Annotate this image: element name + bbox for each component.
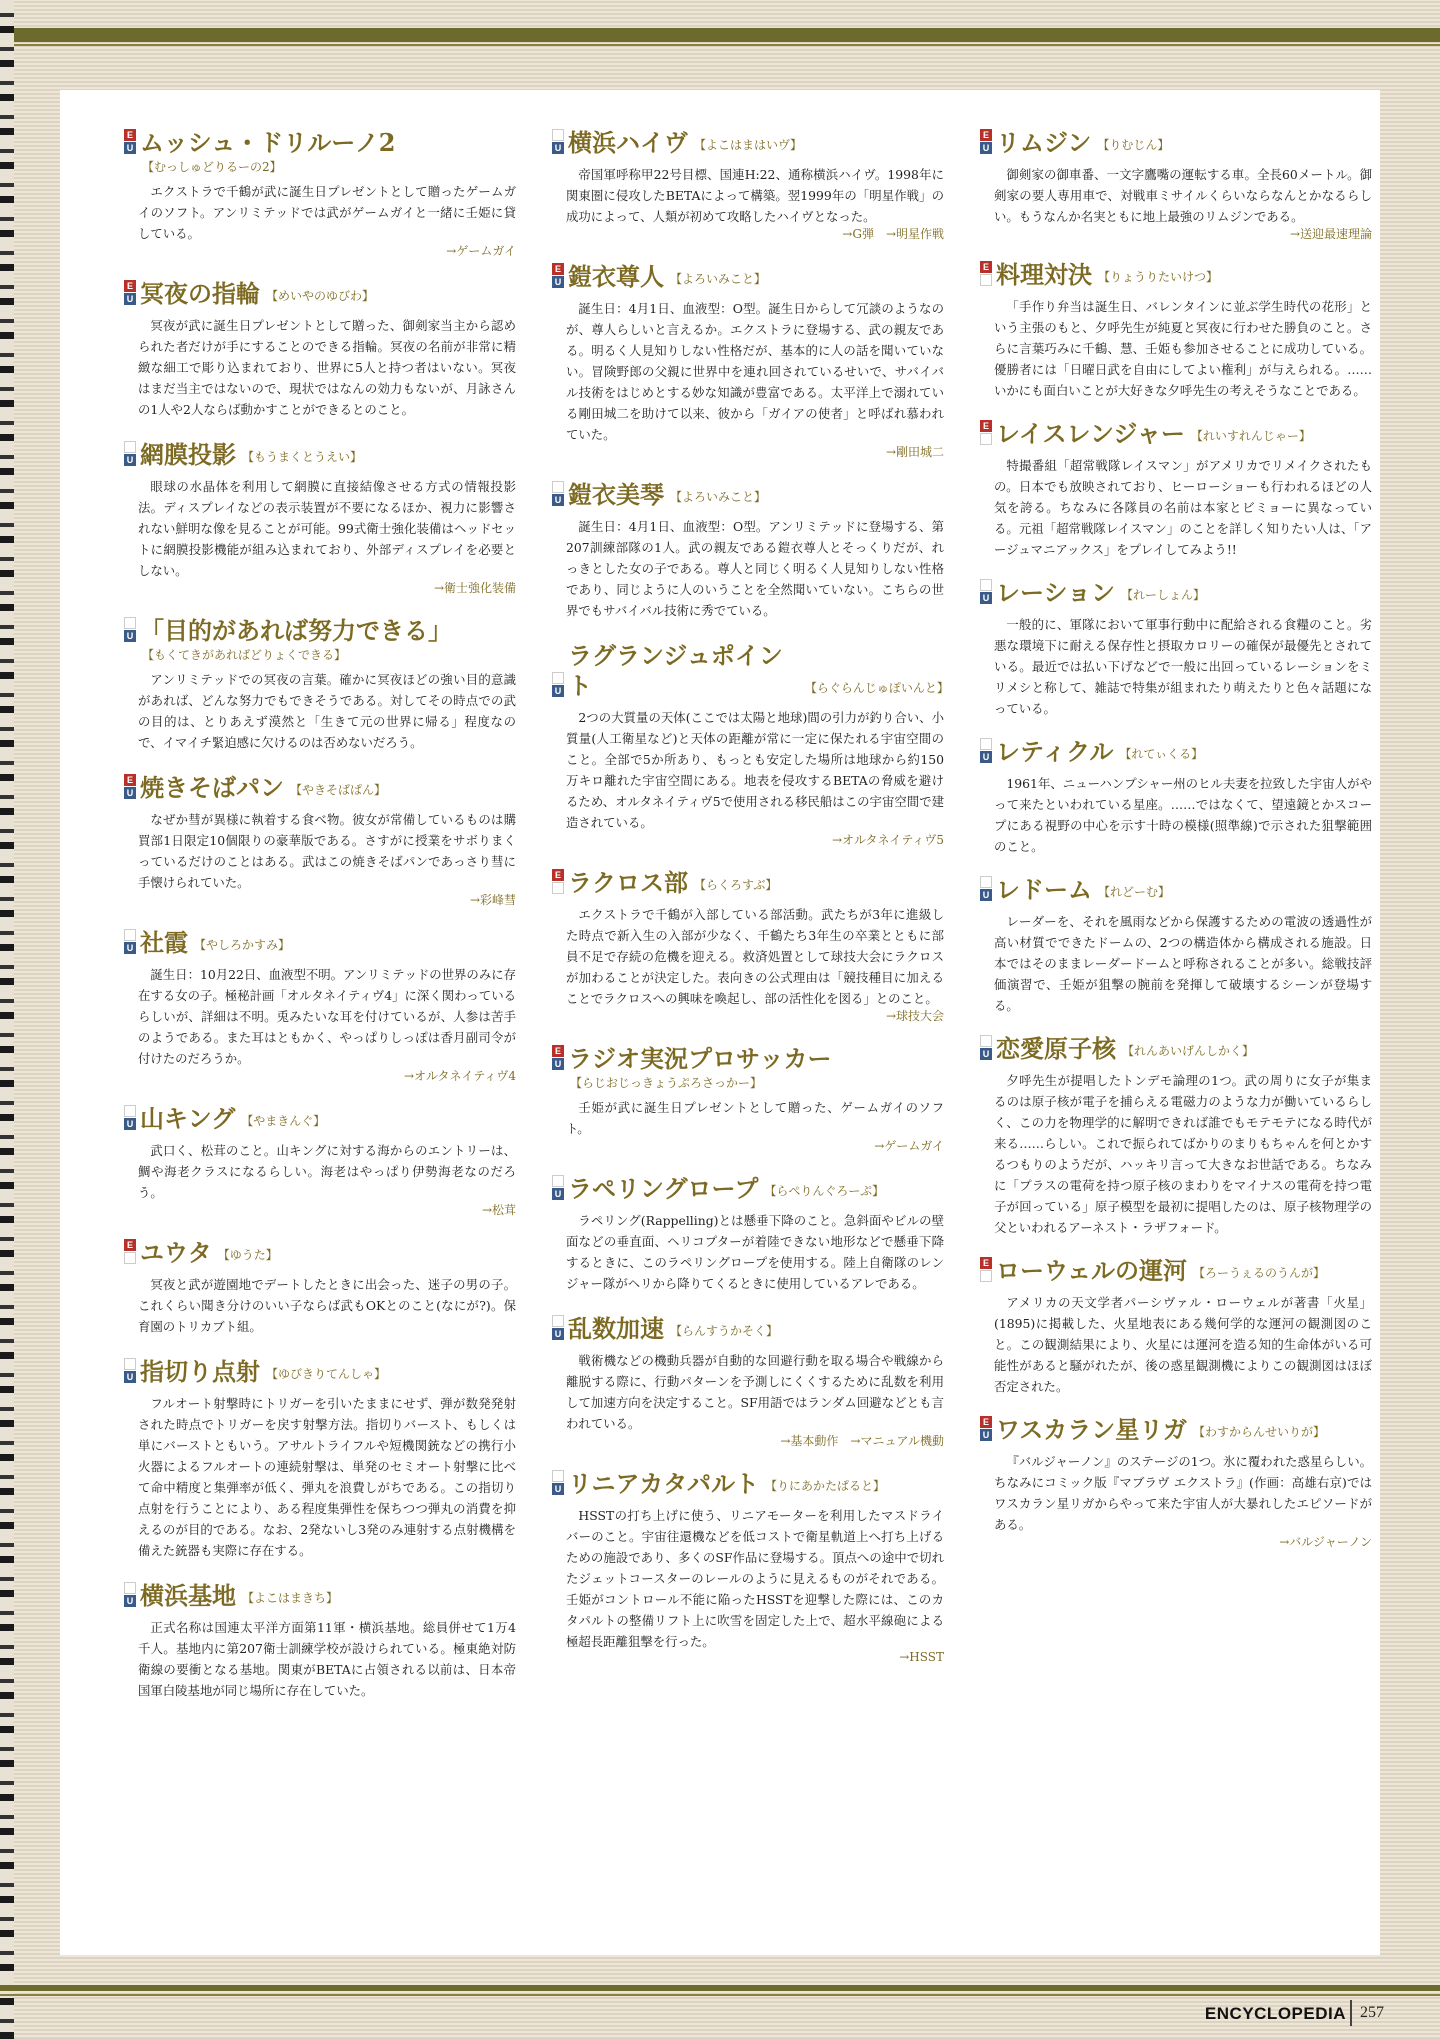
version-badge-icon: E: [980, 420, 992, 446]
entry-cross-reference: →松茸: [481, 1203, 516, 1217]
entry-cross-reference: →HSST: [899, 1650, 944, 1664]
entry-cross-reference: →オルタネイティヴ5: [831, 833, 944, 847]
entry-body: ラペリング(Rappelling)とは懸垂下降のこと。急斜面やビルの壁面などの垂直面、ヘリコプターが着陸できない地形などで懸垂下降するときに、このラペリングロープを使用する。陸上自衛隊のレンジャー隊がヘリから降りてくるときに使用しているアレである。: [566, 1213, 944, 1291]
entry-title: ユウタ: [140, 1238, 212, 1267]
entry-body: エクストラで千鶴が武に誕生日プレゼントとして贈ったゲームガイのソフト。アンリミテッドでは武がゲームガイと一緒に壬姫に貸している。: [138, 184, 516, 241]
entry-reading: 【りむじん】: [1097, 138, 1170, 152]
entry-reading: 【れてぃくる】: [1119, 747, 1204, 761]
column-2: [552, 128, 949, 1684]
column-3: [980, 128, 1372, 1568]
entry-body: 正式名称は国連太平洋方面第11軍・横浜基地。総員併せて1万4千人。基地内に第207衛士訓練学校が設けられている。極東絶対防衛線の要衝となる基地。関東がBETAに占領される以前は、日本帝国軍白陵基地が同じ場所に存在していた。: [138, 1620, 516, 1698]
encyclopedia-entry: [980, 875, 1372, 1016]
entry-reading: 【わすからんせいりが】: [1193, 1425, 1326, 1439]
entry-header: [980, 737, 1372, 767]
entry-reading: 【むっしゅどりるーの2】: [142, 160, 282, 174]
version-badge-icon: U: [124, 929, 136, 955]
entry-body: 戦術機などの機動兵器が自動的な回避行動を取る場合や戦線から離脱する際に、行動パターンを予測しにくくするために乱数を利用して加速方向を決定すること。SF用語ではランダム回避などとも言われている。: [566, 1353, 944, 1431]
entry-reading: 【やきそばぱん】: [290, 783, 387, 797]
version-badge-icon: E U: [124, 129, 136, 155]
encyclopedia-entry: [552, 128, 944, 242]
entry-reading: 【よろいみこと】: [670, 490, 767, 504]
entry-reading: 【やしろかすみ】: [194, 938, 291, 952]
entry-body: 特撮番組「超常戦隊レイスマン」がアメリカでリメイクされたもの。日本でも放映されており、ヒーローショーも行われるほどの人気を誇る。ちなみに各隊員の名前は本家とビミョーに異なっている。元祖「超常戦隊レイスマン」のことを詳しく知りたい人は、「アージュマニアックス」をプレイしてみよう!!: [994, 458, 1372, 557]
entry-header: [552, 1314, 944, 1344]
version-badge-icon: U: [980, 1035, 992, 1061]
entry-body: 2つの大質量の天体(ここでは太陽と地球)間の引力が釣り合い、小質量(人工衛星など)と天体の距離が常に一定に保たれる宇宙空間のこと。全部で5か所あり、もっとも安定した場所は地球から約150万キロ離れた宇宙空間にある。地表を侵攻するBETAの脅威を避けるため、オルタネイティヴ5で使用される移民船はこの宇宙空間で建造されている。: [566, 710, 944, 830]
entry-header: [552, 1174, 944, 1204]
encyclopedia-entry: [552, 480, 944, 621]
entry-header: [124, 279, 516, 309]
footer-separator: [1350, 2000, 1352, 2026]
entry-reading: 【もくてきがあればどりょくできる】: [142, 648, 347, 662]
encyclopedia-entry: [980, 260, 1372, 401]
version-badge-icon: U: [124, 617, 136, 643]
entry-title: 社霞: [140, 928, 188, 957]
entry-body: 「手作り弁当は誕生日、バレンタインに並ぶ学生時代の花形」という主張のもと、夕呼先生が純夏と冥夜に行わせた勝負のこと。さらに言葉巧みに千鶴、慧、壬姫も参加させることに成功している。優勝者には「日曜日武を自由にしてよい権利」が与えられる。……いかにも面白いことが大好きな夕呼先生の考えそうなことである。: [994, 299, 1372, 398]
entry-body: 冥夜と武が遊園地でデートしたときに出会った、迷子の男の子。これくらい聞き分けのいい子ならば武もOKとのこと(なにが?)。保育園のトリカブト組。: [138, 1277, 516, 1334]
entry-header: [124, 773, 516, 803]
entry-cross-reference: →ゲームガイ: [446, 244, 516, 258]
entry-title: 乱数加速: [568, 1314, 664, 1343]
version-badge-icon: U: [552, 672, 564, 698]
entry-reading: 【めいやのゆびわ】: [266, 289, 375, 303]
entry-cross-reference: →送迎最速理論: [1289, 227, 1372, 241]
encyclopedia-entry: [980, 1256, 1372, 1397]
encyclopedia-entry: [124, 616, 516, 753]
encyclopedia-entry: [980, 1034, 1372, 1238]
version-badge-icon: U: [124, 1105, 136, 1131]
entry-title: 鎧衣美琴: [568, 480, 664, 509]
version-badge-icon: U: [124, 441, 136, 467]
entry-cross-reference: →バルジャーノン: [1279, 1535, 1372, 1549]
entry-reading: 【ゆびきりてんしゃ】: [266, 1367, 387, 1381]
version-badge-icon: U: [552, 129, 564, 155]
entry-cross-reference: →基本動作 →マニュアル機動: [780, 1434, 944, 1448]
entry-title: レティクル: [996, 737, 1114, 766]
entry-title: 恋愛原子核: [996, 1034, 1116, 1063]
entry-reading: 【れんあいげんしかく】: [1122, 1044, 1255, 1058]
entry-body: HSSTの打ち上げに使う、リニアモーターを利用したマスドライバーのこと。宇宙往還機などを低コストで衛星軌道上へ打ち上げるための施設であり、多くのSF作品に登場する。頂点への途中で切れたジェットコースターのレールのように見えるものがそれである。壬姫がコントロール不能に陥ったHSSTを迎撃した際には、このカタパルトの整備リフト上に吹雪を固定した上で、超水平線砲による極超長距離狙撃を行った。: [566, 1508, 944, 1649]
encyclopedia-entry: [124, 128, 516, 259]
version-badge-icon: U: [980, 876, 992, 902]
entry-header: [552, 868, 944, 898]
entry-reading: 【らんすうかそく】: [670, 1324, 779, 1338]
encyclopedia-entry: [552, 1174, 944, 1294]
entry-title: ラグランジュポイント: [568, 641, 783, 700]
entry-reading: 【よろいみこと】: [670, 272, 767, 286]
version-badge-icon: E: [124, 1239, 136, 1265]
entry-title: レーション: [996, 578, 1116, 607]
entry-body: レーダーを、それを風雨などから保護するための電波の透過性が高い材質でできたドームの、2つの構造体から構成される施設。日本ではそのままレーダードームと呼称されることが多い。総戦技評価演習で、壬姫が狙撃の腕前を発揮して破壊するシーンが登場する。: [994, 914, 1372, 1013]
top-border-line: [0, 44, 1440, 46]
footer-title: ENCYCLOPEDIA: [1204, 2004, 1346, 2023]
version-badge-icon: E U: [124, 774, 136, 800]
entry-cross-reference: →球技大会: [885, 1009, 944, 1023]
entry-cross-reference: →剛田城二: [885, 445, 944, 459]
entry-header: [552, 480, 944, 510]
column-1: [124, 128, 516, 1721]
entry-title: ワスカラン星リガ: [996, 1415, 1188, 1444]
entry-reading: 【ろーうぇるのうんが】: [1193, 1266, 1326, 1280]
entry-body: 『バルジャーノン』のステージの1つ。氷に覆われた惑星らしい。ちなみにコミック版『マブラヴ エクストラ』(作画：高雄右京)ではワスカラン星リガからやって来た宇宙人が大暴れしたエピソードがある。: [994, 1454, 1372, 1532]
entry-title: 焼きそばパン: [140, 773, 284, 802]
entry-body: 冥夜が武に誕生日プレゼントとして贈った、御剣家当主から認められた者だけが手にすることのできる指輪。冥夜の名前が非常に精緻な細工で彫り込まれており、世界に5人と持つ者はいない。冥夜はまだ当主ではないので、現状ではなんの効力もないが、月詠さんの1人や2人ならば動かすことができるとのこと。: [138, 318, 516, 417]
entry-title: 鎧衣尊人: [568, 262, 664, 291]
encyclopedia-entry: [552, 262, 944, 460]
version-badge-icon: E U: [552, 263, 564, 289]
entry-title: ムッシュ・ドリルーノ2: [140, 128, 396, 157]
encyclopedia-entry: [980, 128, 1372, 242]
entry-title: 横浜基地: [140, 1581, 236, 1610]
version-badge-icon: E: [552, 869, 564, 895]
encyclopedia-entry: [552, 1469, 944, 1664]
entry-title: リムジン: [996, 128, 1092, 157]
encyclopedia-entry: [552, 1044, 944, 1154]
encyclopedia-entry: [124, 928, 516, 1084]
bottom-border-bar: [0, 1985, 1440, 1991]
encyclopedia-entry: [124, 773, 516, 908]
entry-title: ラジオ実況プロサッカー: [568, 1044, 832, 1073]
entry-body: 誕生日：4月1日、血液型：O型。誕生日からして冗談のようなのが、尊人らしいと言えるか。エクストラに登場する、武の親友である。明るく人見知りしない性格だが、基本的に人の話を聞いていない。冒険野郎の父親に世界中を連れ回されているせいで、サバイバル技術をはじめとする妙な知識が豊富である。太平洋上で溺れている剛田城二を助けて以来、彼から「ガイアの使者」と呼ばれ慕われていた。: [566, 301, 944, 442]
entry-header: [980, 1256, 1372, 1286]
entry-body: アメリカの天文学者パーシヴァル・ローウェルが著書「火星」(1895)に掲載した、火星地表にある幾何学的な運河の観測図のこと。この観測結果により、火星には運河を造る知的生命体がいる可能性があると騒がれたが、後の惑星観測機によりこの観測図はほぼ否定された。: [994, 1295, 1372, 1394]
entry-body: 帝国軍呼称甲22号目標、国連H:22、通称横浜ハイヴ。1998年に関東圏に侵攻したBETAによって構築。翌1999年の「明星作戦」の成功によって、人類が初めて攻略したハイヴとなった。: [566, 167, 944, 224]
encyclopedia-entry: [124, 1581, 516, 1701]
entry-title: ラペリングロープ: [568, 1174, 759, 1203]
entry-title: 山キング: [140, 1104, 236, 1133]
entry-header: [980, 1415, 1372, 1445]
encyclopedia-entry: [552, 868, 944, 1024]
encyclopedia-entry: [124, 1238, 516, 1337]
version-badge-icon: E: [980, 261, 992, 287]
version-badge-icon: U: [124, 1358, 136, 1384]
entry-reading: 【りょうりたいけつ】: [1098, 270, 1219, 284]
entry-body: 一般的に、軍隊において軍事行動中に配給される食糧のこと。劣悪な環境下に耐える保存性と摂取カロリーの確保が最優先とされている。最近では払い下げなどで一般に出回っているレーションをミリメシと称して、雑誌で特集が組まれたり萌えたりと色々話題になっている。: [994, 617, 1372, 716]
entry-cross-reference: →彩峰彗: [469, 893, 516, 907]
entry-header: [552, 641, 949, 701]
version-badge-icon: U: [552, 1470, 564, 1496]
entry-title: 料理対決: [996, 260, 1092, 289]
entry-reading: 【れいすれんじゃー】: [1190, 429, 1311, 443]
entry-header: [124, 440, 516, 470]
entry-reading: 【らぺりんぐろーぷ】: [764, 1184, 885, 1198]
encyclopedia-entry: [124, 440, 516, 596]
entry-cross-reference: →G弾 →明星作戦: [842, 227, 944, 241]
entry-reading: 【よこはまきち】: [242, 1591, 339, 1605]
entry-body: 1961年、ニューハンプシャー州のヒル夫妻を拉致した宇宙人がやって来たといわれている星座。……ではなくて、望遠鏡とかスコープにある視野の中心を示す十時の模様(照準線)で示された狙撃範囲のこと。: [994, 776, 1372, 854]
entry-body: アンリミテッドでの冥夜の言葉。確かに冥夜ほどの強い目的意識があれば、どんな努力でもできそうである。対してその時点での武の目的は、とりあえず漠然と「生きて元の世界に帰る」程度なので、イマイチ緊迫感に欠けるのは否めないだろう。: [138, 672, 516, 750]
scan-left-edge: [0, 0, 14, 2039]
entry-header: [124, 616, 516, 646]
encyclopedia-entry: [980, 1415, 1372, 1550]
entry-reading: 【れどーむ】: [1098, 885, 1171, 899]
encyclopedia-entry: [980, 737, 1372, 857]
entry-body: 誕生日：4月1日、血液型：O型。アンリミテッドに登場する、第207訓練部隊の1人。武の親友である鎧衣尊人とそっくりだが、れっきとした女の子である。尊人と同じく明るく人見知りしない性格であり、同じように人のいうことを全然聞いていない。こちらの世界でもサバイバル技術に秀でている。: [566, 519, 944, 618]
entry-header: [980, 128, 1372, 158]
entry-header: [980, 260, 1372, 290]
version-badge-icon: U: [552, 1315, 564, 1341]
entry-title: リニアカタパルト: [568, 1469, 760, 1498]
entry-title: レドーム: [996, 875, 1092, 904]
entry-body: 眼球の水晶体を利用して網膜に直接結像させる方式の情報投影法。ディスプレイなどの表示装置が不要になるほか、視力に影響されない鮮明な像を見ることが可能。99式衛士強化装備はヘッドセットに網膜投影機能が組み込まれており、外部ディスプレイを必要としない。: [138, 479, 516, 578]
encyclopedia-entry: [124, 1104, 516, 1218]
encyclopedia-entry: [980, 419, 1372, 560]
entry-reading: 【らじおじっきょうぷろさっかー】: [570, 1076, 763, 1090]
entry-title: 「目的があれば努力できる」: [140, 616, 452, 645]
entry-header: [980, 1034, 1372, 1064]
entry-body: 誕生日：10月22日、血液型不明。アンリミテッドの世界のみに存在する女の子。極秘計画「オルタネイティヴ4」に深く関わっているらしいが、詳細は不明。兎みたいな耳を付けているが、人参は苦手のようである。また耳はともかく、やっぱりしっぽは香月副司令が付けたのだろうか。: [138, 967, 516, 1066]
entry-header: [552, 1044, 944, 1074]
entry-reading: 【れーしょん】: [1121, 588, 1206, 602]
entry-body: 御剣家の御車番、一文字鷹嘴の運転する車。全長60メートル。御剣家の要人専用車で、対戦車ミサイルくらいならなんとかなるらしい。もうなんか名実ともに地上最強のリムジンである。: [994, 167, 1372, 224]
entry-reading: 【よこはまはいヴ】: [694, 138, 803, 152]
version-badge-icon: E U: [980, 129, 992, 155]
entry-header: [124, 1238, 516, 1268]
entry-body: 夕呼先生が提唱したトンデモ論理の1つ。武の周りに女子が集まるのは原子核が電子を捕らえる電磁力のような力が働いているらしく、この力を物理学的に解明できれば誰でもモテモテになる時代が来る……らしい。これで振られてばかりのまりもちゃんを何とかするつもりのようだが、ハッキリ言って大きなお世話である。ちなみに「プラスの電荷を持つ原子核のまわりをマイナスの電荷を持つ電子が回っている」原子模型を最初に提唱したのは、原子核物理学の父といわれるアーネスト・ラザフォード。: [994, 1073, 1372, 1235]
encyclopedia-entry: [124, 1357, 516, 1561]
entry-header: [124, 1581, 516, 1611]
entry-reading: 【らぐらんじゅぽいんと】: [804, 681, 949, 695]
entry-title: 冥夜の指輪: [140, 279, 260, 308]
entry-reading: 【やまきんぐ】: [241, 1114, 326, 1128]
version-badge-icon: U: [552, 1175, 564, 1201]
version-badge-icon: U: [552, 481, 564, 507]
encyclopedia-entry: [552, 641, 949, 848]
entry-cross-reference: →ゲームガイ: [874, 1139, 944, 1153]
entry-header: [124, 928, 516, 958]
entry-title: 網膜投影: [140, 440, 236, 469]
entry-title: 横浜ハイヴ: [568, 128, 688, 157]
version-badge-icon: E: [980, 1257, 992, 1283]
version-badge-icon: U: [124, 1582, 136, 1608]
entry-header: [980, 875, 1372, 905]
entry-header: [552, 128, 944, 158]
version-badge-icon: E U: [980, 1416, 992, 1442]
entry-cross-reference: →衛士強化装備: [433, 581, 516, 595]
entry-header: [552, 1469, 944, 1499]
entry-title: 指切り点射: [140, 1357, 260, 1386]
entry-body: フルオート射撃時にトリガーを引いたままにせず、弾が数発発射された時点でトリガーを戻す射撃方法。指切りバースト、もしくは単にバーストともいう。アサルトライフルや短機関銃などの携行小火器によるフルオートの連続射撃は、単発のセミオート射撃に比べて命中精度と集弾率が低く、弾丸を浪費しがちである。この指切り点射を行うことにより、ある程度集弾性を保ちつつ弾丸の消費を抑えるのが目的である。なお、2発ないし3発のみ連射する点射機構を備えた銃器も実際に存在する。: [138, 1396, 516, 1558]
version-badge-icon: U: [980, 738, 992, 764]
entry-body: 壬姫が武に誕生日プレゼントとして贈った、ゲームガイのソフト。: [566, 1100, 944, 1136]
bottom-border-line: [0, 1994, 1440, 1996]
entry-header: [124, 1357, 516, 1387]
page-number: 257: [1360, 2004, 1384, 2021]
version-badge-icon: E U: [552, 1045, 564, 1071]
entry-header: [980, 419, 1372, 449]
entry-body: なぜか彗が異様に執着する食べ物。彼女が常備しているものは購買部1日限定10個限りの豪華版である。さすがに授業をサボりまくっているだけのことはある。武はこの焼きそばパンであっさり彗に手懐けられていた。: [138, 812, 516, 890]
entry-body: エクストラで千鶴が入部している部活動。武たちが3年に進級した時点で新入生の入部が少なく、千鶴たち3年生の卒業とともに部員不足で存続の危機を迎える。救済処置として球技大会にラクロスが加わることが決定した。表向きの公式理由は「競技種目に加えることでラクロスへの興味を喚起し、部の活性化を図る」とのこと。: [566, 907, 944, 1006]
encyclopedia-entry: [980, 578, 1372, 719]
encyclopedia-entry: [124, 279, 516, 420]
version-badge-icon: E U: [124, 280, 136, 306]
entry-title: ラクロス部: [568, 868, 688, 897]
entry-reading: 【らくろすぶ】: [694, 878, 778, 892]
entry-body: 武口く、松茸のこと。山キングに対する海からのエントリーは、鯛や海老クラスになるらしい。海老はやっぱり伊勢海老なのだろう。: [138, 1143, 516, 1200]
version-badge-icon: U: [980, 579, 992, 605]
top-border-bar: [0, 28, 1440, 42]
entry-header: [980, 578, 1372, 608]
entry-header: [552, 262, 944, 292]
entry-title: レイスレンジャー: [996, 419, 1185, 448]
entry-title: ローウェルの運河: [996, 1256, 1188, 1285]
entry-cross-reference: →オルタネイティヴ4: [403, 1069, 516, 1083]
entry-reading: 【ゆうた】: [217, 1248, 278, 1262]
entry-header: [124, 128, 516, 158]
encyclopedia-entry: [552, 1314, 944, 1449]
entry-header: [124, 1104, 516, 1134]
entry-reading: 【りにあかたぱると】: [765, 1479, 886, 1493]
entry-reading: 【もうまくとうえい】: [242, 450, 363, 464]
